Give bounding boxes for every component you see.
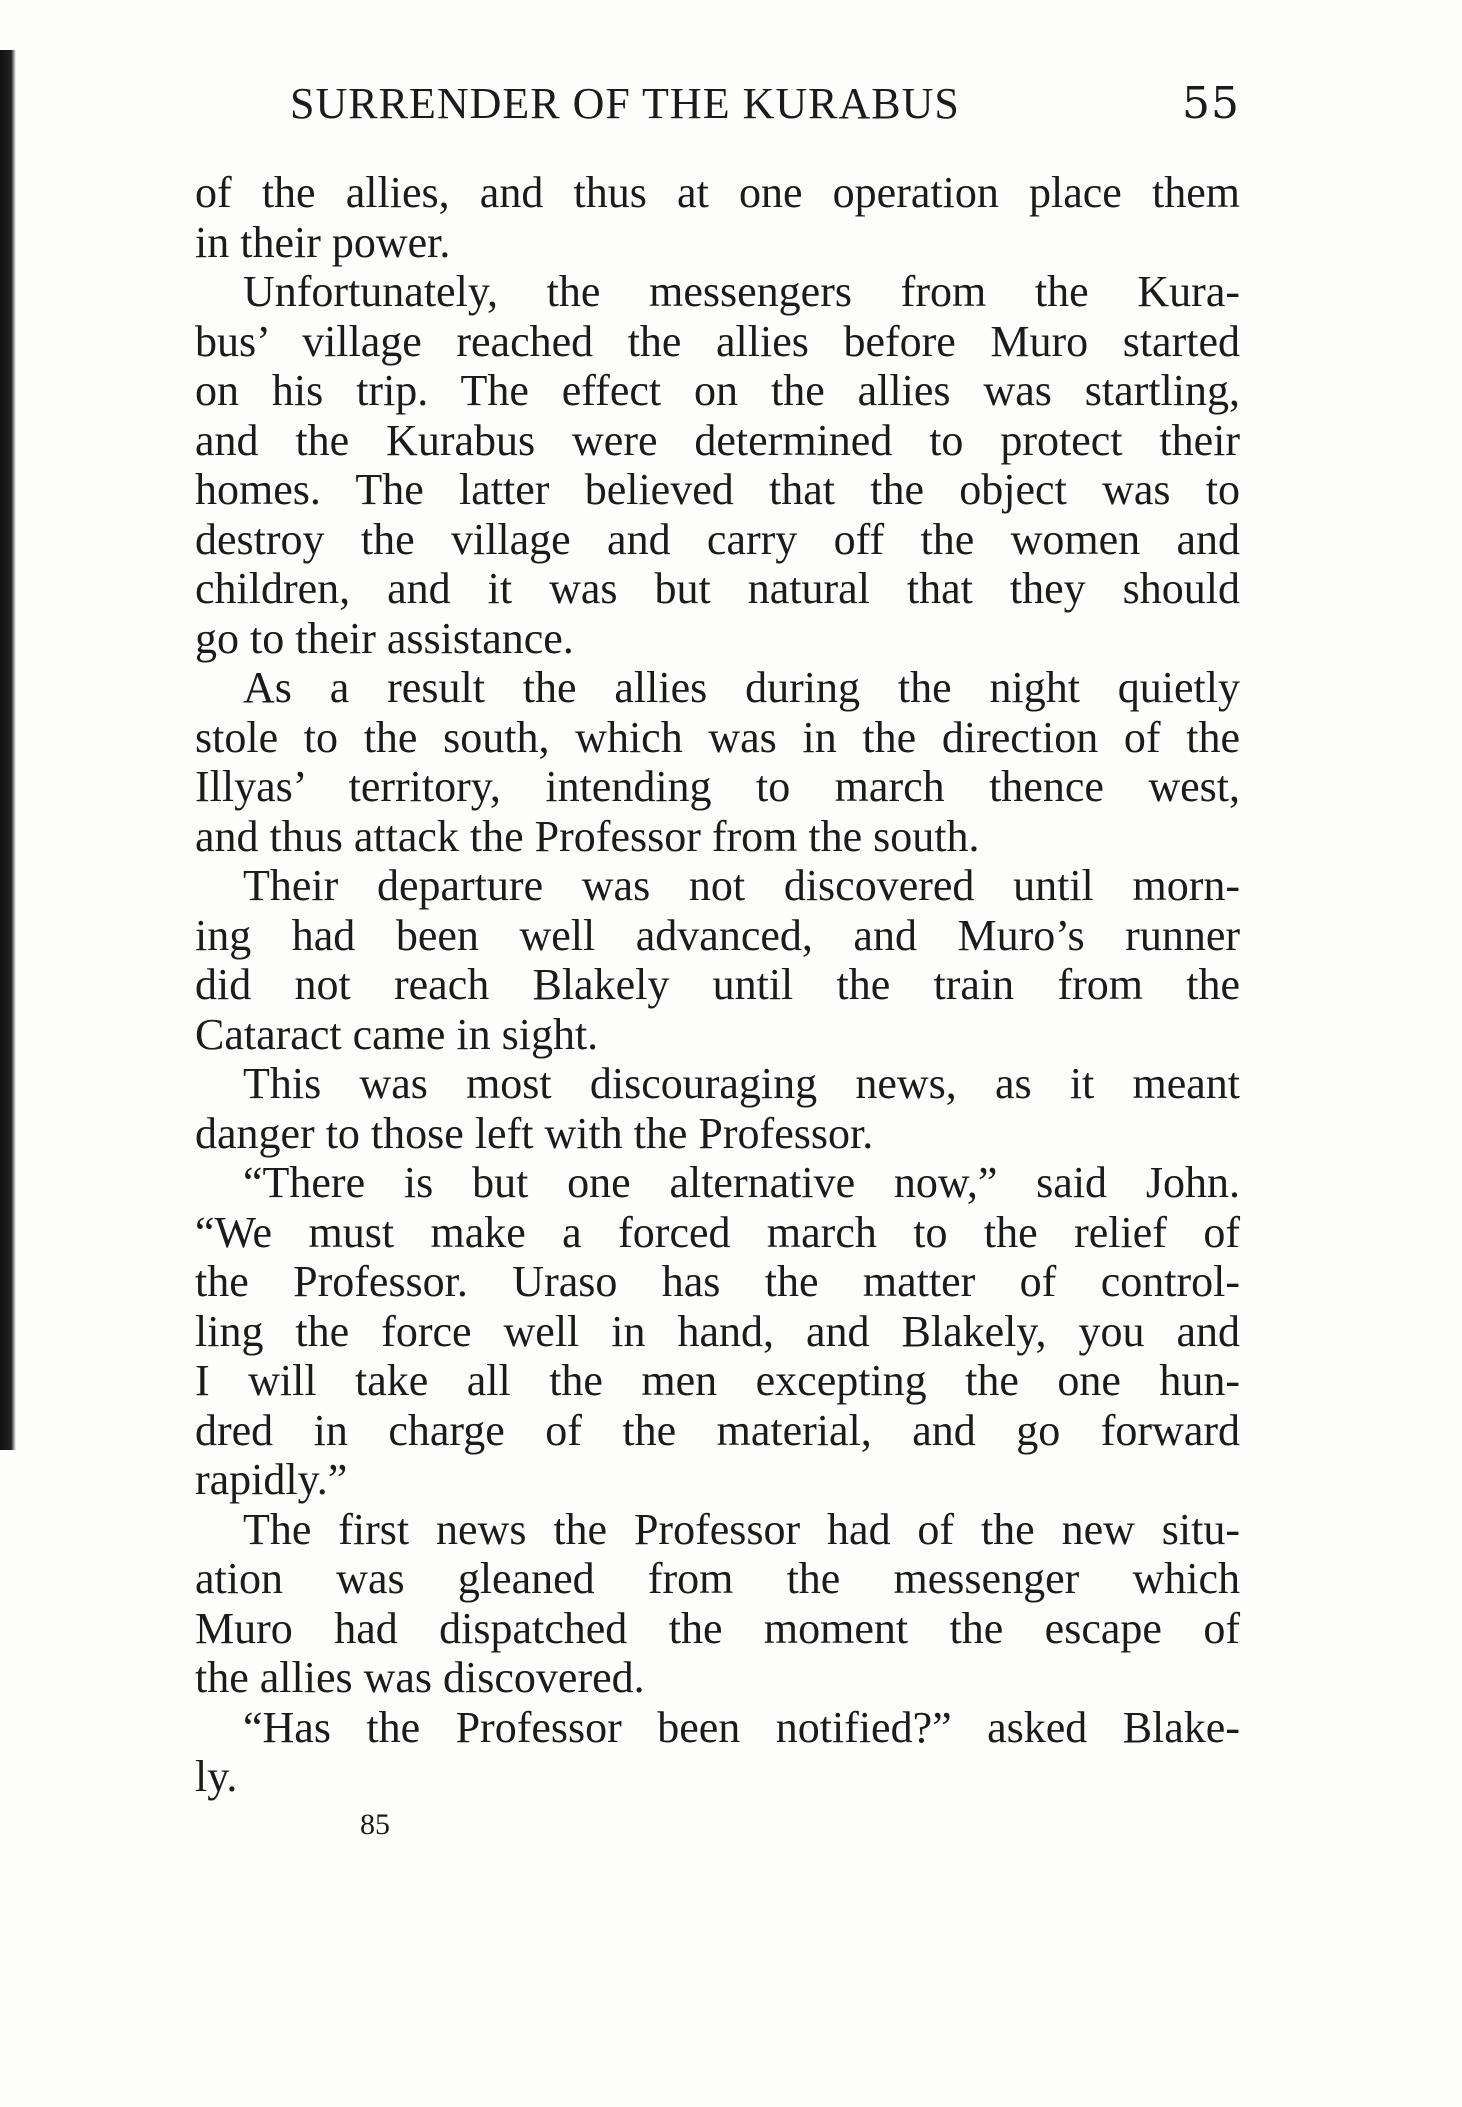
text-line: ation was gleaned from the messenger which [195,1554,1240,1603]
running-head-title: SURRENDER OF THE KURABUS [290,79,960,128]
binding-edge [0,50,16,1450]
text-line: This was most discouraging news, as it meant [243,1059,1240,1108]
text-line: Unfortunately, the messengers from the Kura- [243,267,1240,316]
text-line: children, and it was but natural that they should [195,564,1240,613]
text-line: As a result the allies during the night quietly [243,663,1240,712]
body-text [195,168,1240,1802]
text-line: did not reach Blakely until the train from the [195,960,1240,1009]
text-line: The first news the Professor had of the new situ- [243,1504,1240,1554]
text-line: Cataract came in sight. [195,1009,599,1059]
text-line: ling the force well in hand, and Blakely, you and [195,1306,1240,1356]
text-line: homes. The latter believed that the object was to [195,465,1240,514]
text-line: the allies was discovered. [195,1653,645,1702]
signature-mark: 85 [360,1808,390,1841]
text-line: and thus attack the Professor from the south. [195,811,980,861]
text-line: go to their assistance. [195,613,574,663]
text-line: and the Kurabus were determined to protect their [195,415,1240,465]
text-line: dred in charge of the material, and go forward [195,1405,1240,1455]
text-line: I will take all the men excepting the one hun- [195,1356,1240,1405]
text-line: Their departure was not discovered until morn- [243,861,1240,910]
text-line: Muro had dispatched the moment the escape of [195,1603,1240,1653]
page-number: 55 [1182,78,1240,129]
text-line: “We must make a forced march to the relief of [195,1207,1240,1257]
text-line: on his trip. The effect on the allies was startling, [195,366,1240,415]
text-line: danger to those left with the Professor. [195,1108,874,1158]
running-head [290,78,1240,138]
text-line: Illyas’ territory, intending to march thence west, [195,762,1240,811]
text-line: of the allies, and thus at one operation place them [195,168,1240,217]
text-line: rapidly.” [195,1455,348,1504]
text-line: bus’ village reached the allies before Muro started [195,316,1240,366]
text-line: ing had been well advanced, and Muro’s runner [195,910,1240,960]
text-line: in their power. [195,217,451,267]
text-line: “There is but one alternative now,” said John. [243,1158,1240,1207]
text-line: stole to the south, which was in the direction of the [195,712,1240,762]
text-line: “Has the Professor been notified?” asked Blake- [243,1702,1240,1752]
text-line: destroy the village and carry off the women and [195,514,1240,564]
text-line: the Professor. Uraso has the matter of control- [195,1257,1240,1306]
text-line: ly. [195,1752,238,1801]
